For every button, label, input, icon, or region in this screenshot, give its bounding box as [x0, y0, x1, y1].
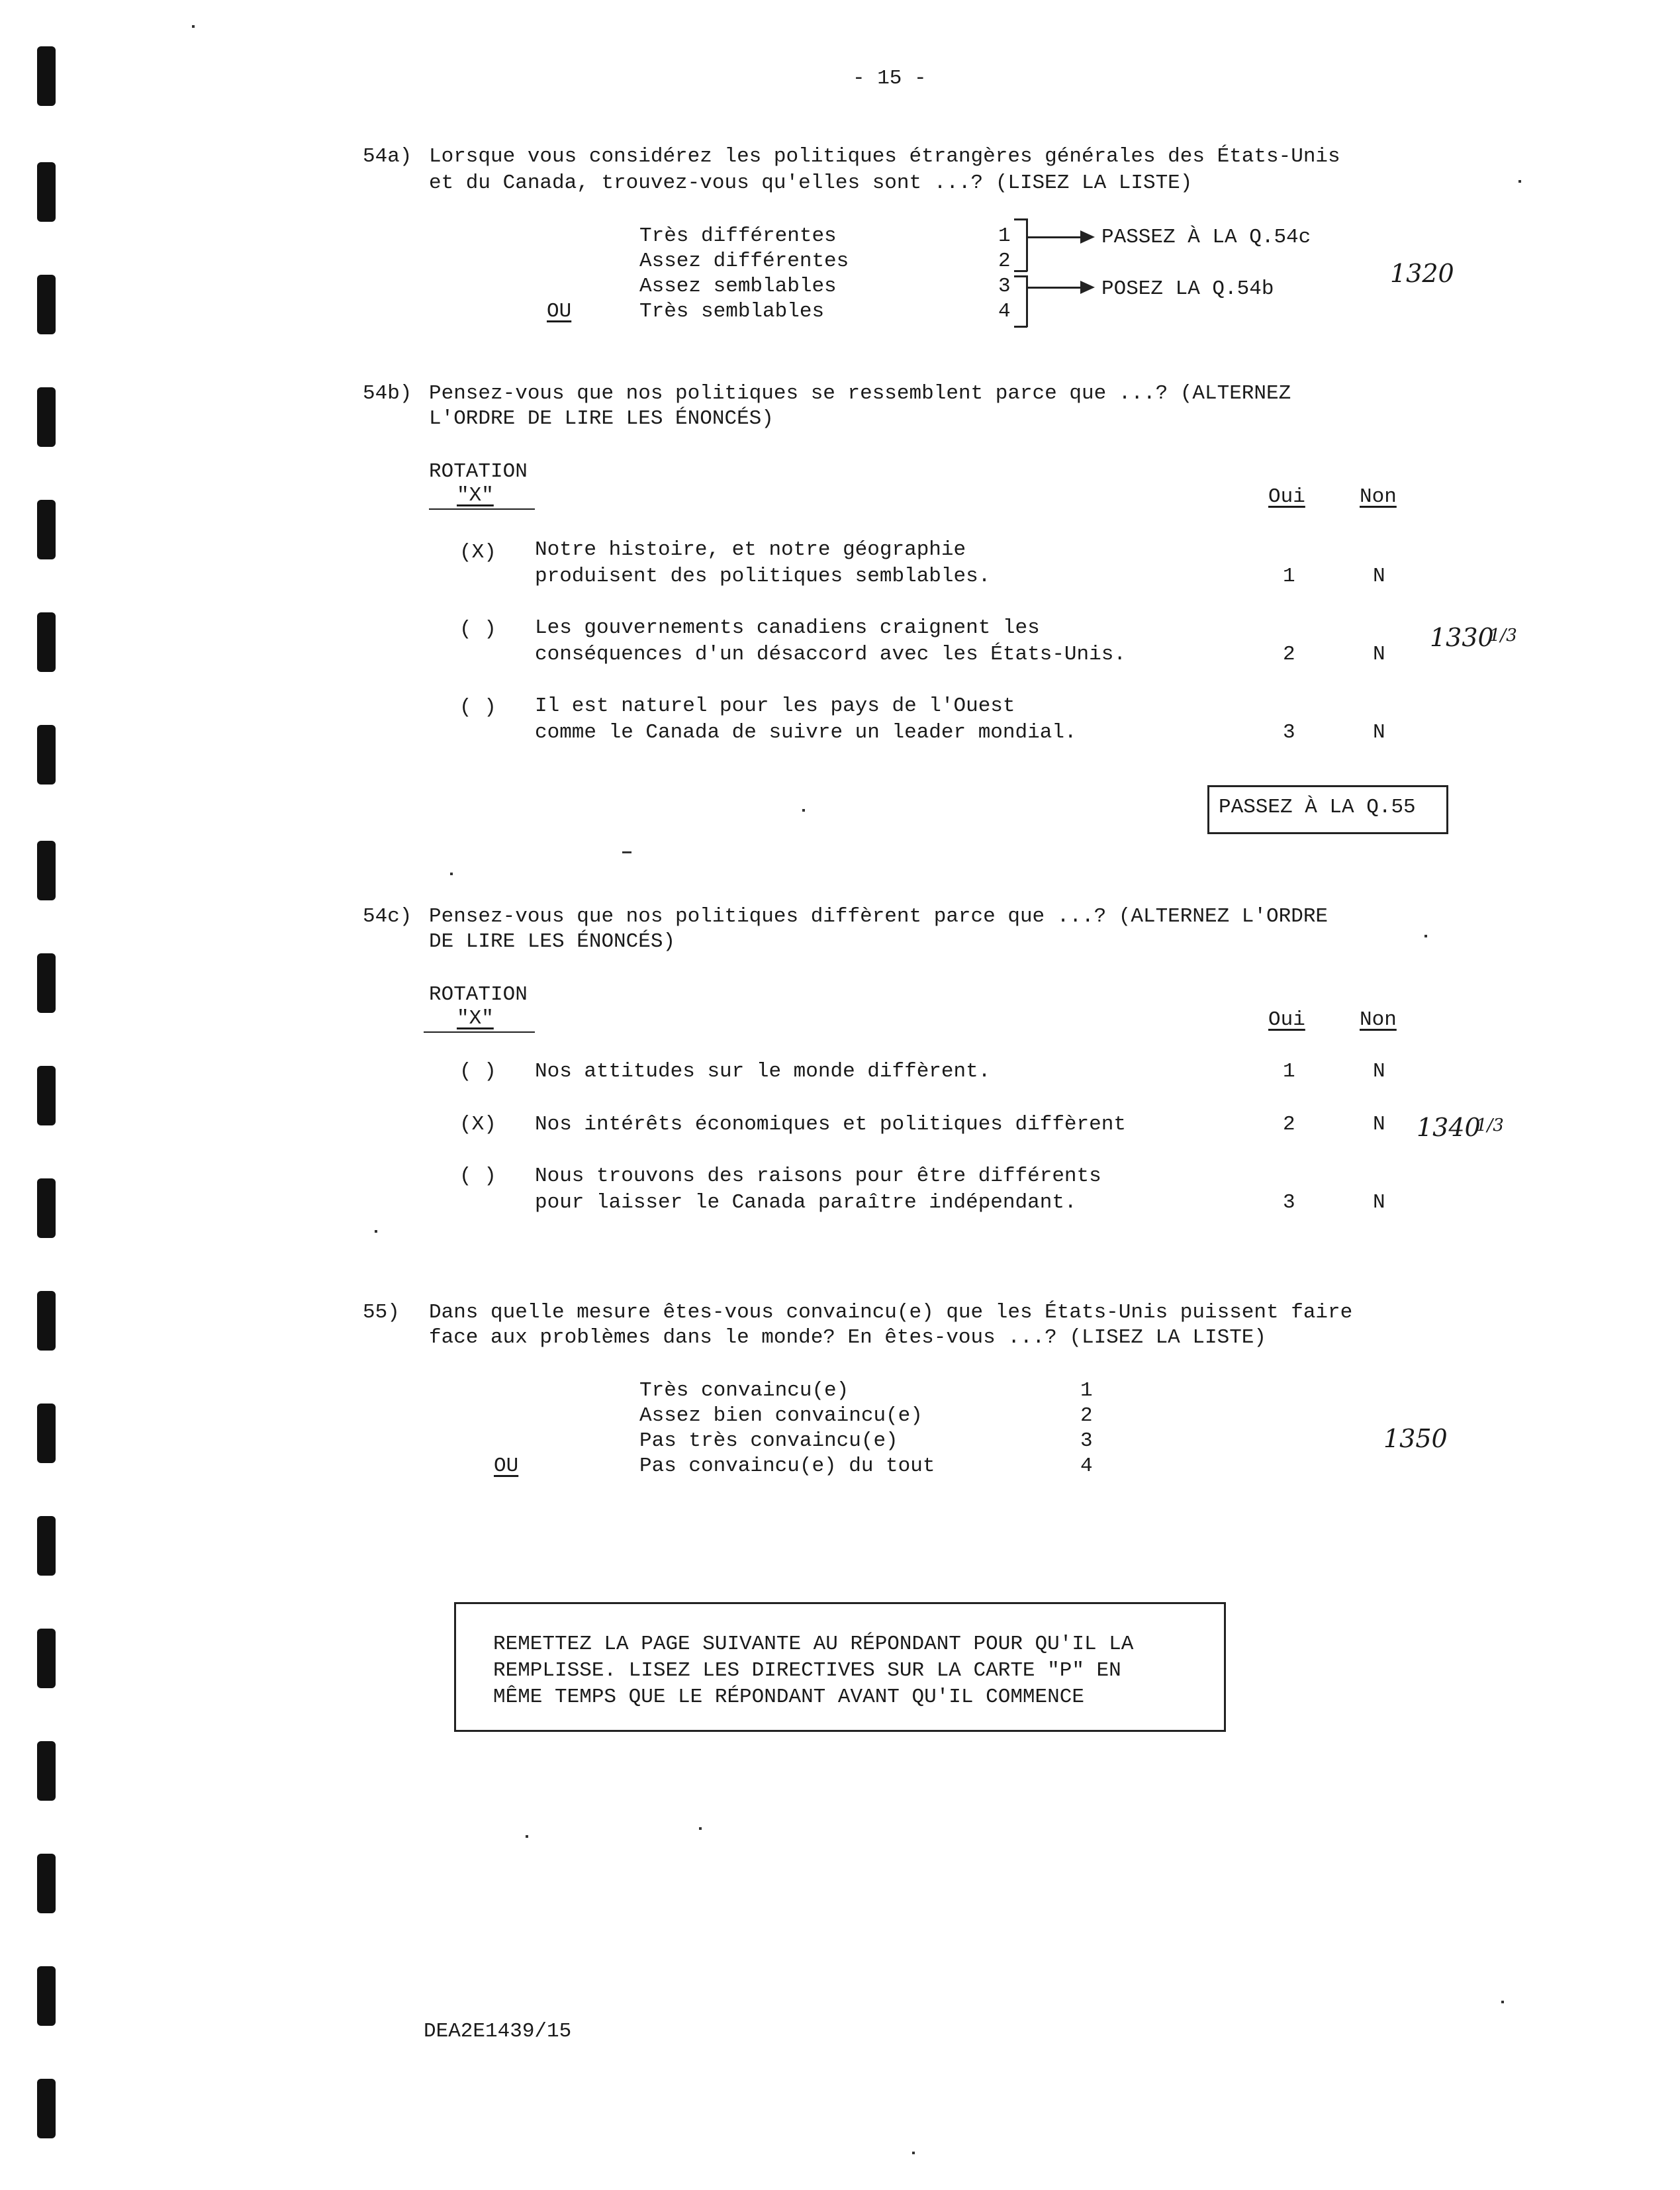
binding-mark	[37, 612, 56, 672]
instruction-text: REMPLISSE. LISEZ LES DIRECTIVES SUR LA CARTE "P" EN	[493, 1659, 1121, 1682]
scan-speck	[526, 1835, 528, 1838]
column-header-yes: Oui	[1268, 1008, 1305, 1031]
answer-code: 1	[998, 224, 1011, 248]
answer-code: 4	[998, 300, 1011, 323]
statement-text: produisent des politiques semblables.	[535, 565, 991, 588]
answer-code-no: N	[1373, 1060, 1385, 1083]
rotation-x-label: "X"	[457, 484, 494, 507]
statement-text: Nos intérêts économiques et politiques diffèrent	[535, 1113, 1126, 1136]
answer-code: 2	[1080, 1404, 1093, 1427]
question-text: Dans quelle mesure êtes-vous convaincu(e) que les États-Unis puissent faire	[429, 1301, 1353, 1324]
handwritten-code: 1330	[1430, 623, 1494, 652]
question-text: Pensez-vous que nos politiques se ressemblent parce que ...? (ALTERNEZ	[429, 382, 1291, 405]
answer-code: 3	[1080, 1429, 1093, 1452]
rotation-checkbox: ( )	[459, 696, 496, 719]
column-header-no: Non	[1360, 485, 1397, 508]
handwritten-code: 1350	[1383, 1424, 1448, 1453]
question-text: DE LIRE LES ÉNONCÉS)	[429, 930, 676, 953]
binding-mark	[37, 1291, 56, 1351]
ou-label: OU	[494, 1454, 519, 1478]
binding-mark	[37, 1178, 56, 1238]
question-text: Lorsque vous considérez les politiques étrangères générales des États-Unis	[429, 145, 1340, 168]
answer-code-no: N	[1373, 1191, 1385, 1214]
statement-text: Nous trouvons des raisons pour être différents	[535, 1165, 1101, 1188]
binding-mark	[37, 1966, 56, 2026]
scan-speck	[802, 809, 805, 812]
instruction-text: MÊME TEMPS QUE LE RÉPONDANT AVANT QU'IL COMMENCE	[493, 1686, 1084, 1709]
scan-speck	[1518, 180, 1521, 183]
question-number: 54a)	[363, 145, 412, 168]
binding-mark	[37, 1516, 56, 1576]
answer-code-no: N	[1373, 1113, 1385, 1136]
handwritten-code: 1340	[1417, 1113, 1481, 1142]
answer-code: 1	[1080, 1379, 1093, 1402]
document-code: DEA2E1439/15	[424, 2020, 572, 2043]
question-text: et du Canada, trouvez-vous qu'elles sont ...? (LISEZ LA LISTE)	[429, 171, 1193, 195]
binding-mark	[37, 953, 56, 1013]
answer-option: Assez semblables	[639, 275, 837, 298]
question-text: face aux problèmes dans le monde? En êtes-vous ...? (LISEZ LA LISTE)	[429, 1326, 1267, 1349]
answer-code-no: N	[1373, 565, 1385, 588]
answer-code: 2	[998, 250, 1011, 273]
answer-option: Très convaincu(e)	[639, 1379, 849, 1402]
binding-mark	[37, 2079, 56, 2138]
statement-text: Notre histoire, et notre géographie	[535, 538, 966, 561]
binding-mark	[37, 1854, 56, 1913]
rotation-checkbox: (X)	[459, 1113, 496, 1136]
answer-option: Assez différentes	[639, 250, 849, 273]
answer-code: 3	[998, 275, 1011, 298]
statement-text: Il est naturel pour les pays de l'Ouest	[535, 694, 1015, 718]
question-number: 55)	[363, 1301, 400, 1324]
rotation-x-label: "X"	[457, 1007, 494, 1030]
handwritten-fraction: 1/3	[1489, 626, 1517, 645]
rotation-label: ROTATION	[429, 983, 528, 1006]
instruction-text: REMETTEZ LA PAGE SUIVANTE AU RÉPONDANT POUR QU'IL LA	[493, 1633, 1134, 1656]
binding-mark	[37, 387, 56, 447]
answer-code-no: N	[1373, 721, 1385, 744]
binding-mark	[37, 275, 56, 334]
binding-mark	[37, 500, 56, 559]
skip-instruction: PASSEZ À LA Q.54c	[1101, 226, 1311, 249]
statement-text: Nos attitudes sur le monde diffèrent.	[535, 1060, 991, 1083]
question-number: 54b)	[363, 382, 412, 405]
rotation-checkbox: ( )	[459, 1165, 496, 1188]
answer-code: 4	[1080, 1454, 1093, 1478]
answer-option: Assez bien convaincu(e)	[639, 1404, 923, 1427]
answer-code-no: N	[1373, 643, 1385, 666]
scan-speck	[622, 851, 631, 853]
scan-speck	[450, 873, 453, 875]
statement-text: comme le Canada de suivre un leader mondial.	[535, 721, 1077, 744]
rotation-checkbox: ( )	[459, 1060, 496, 1083]
scan-speck	[1501, 2001, 1504, 2003]
statement-text: pour laisser le Canada paraître indépendant.	[535, 1191, 1077, 1214]
binding-mark	[37, 46, 56, 106]
binding-mark	[37, 1629, 56, 1688]
answer-code: 2	[1283, 643, 1295, 666]
question-text: Pensez-vous que nos politiques diffèrent parce que ...? (ALTERNEZ L'ORDRE	[429, 905, 1329, 928]
skip-box-label: PASSEZ À LA Q.55	[1219, 796, 1416, 819]
binding-mark	[37, 1066, 56, 1125]
answer-option: Très semblables	[639, 300, 825, 323]
skip-instruction: POSEZ LA Q.54b	[1101, 277, 1274, 301]
handwritten-fraction: 1/3	[1476, 1116, 1504, 1135]
binding-mark	[37, 162, 56, 222]
answer-code: 1	[1283, 565, 1295, 588]
scan-speck	[699, 1827, 702, 1830]
rotation-label: ROTATION	[429, 460, 528, 483]
column-header-yes: Oui	[1268, 485, 1305, 508]
answer-option: Pas convaincu(e) du tout	[639, 1454, 935, 1478]
rotation-checkbox: (X)	[459, 541, 496, 564]
rotation-checkbox: ( )	[459, 618, 496, 641]
question-number: 54c)	[363, 905, 412, 928]
answer-code: 3	[1283, 721, 1295, 744]
skip-box	[1207, 785, 1448, 834]
binding-mark	[37, 725, 56, 785]
binding-mark	[37, 841, 56, 900]
answer-option: Très différentes	[639, 224, 837, 248]
question-text: L'ORDRE DE LIRE LES ÉNONCÉS)	[429, 407, 774, 430]
binding-mark	[37, 1404, 56, 1463]
ou-label: OU	[547, 300, 572, 323]
scan-speck	[1424, 935, 1427, 937]
instruction-box	[454, 1602, 1226, 1732]
handwritten-code: 1320	[1390, 259, 1454, 288]
binding-mark	[37, 1741, 56, 1801]
scan-speck	[375, 1230, 377, 1233]
statement-text: conséquences d'un désaccord avec les États-Unis.	[535, 643, 1126, 666]
scan-speck	[912, 2152, 915, 2154]
page-number: - 15 -	[853, 67, 927, 90]
column-header-no: Non	[1360, 1008, 1397, 1031]
answer-option: Pas très convaincu(e)	[639, 1429, 898, 1452]
answer-code: 3	[1283, 1191, 1295, 1214]
statement-text: Les gouvernements canadiens craignent les	[535, 616, 1040, 640]
answer-code: 1	[1283, 1060, 1295, 1083]
scan-speck	[192, 25, 195, 28]
answer-code: 2	[1283, 1113, 1295, 1136]
